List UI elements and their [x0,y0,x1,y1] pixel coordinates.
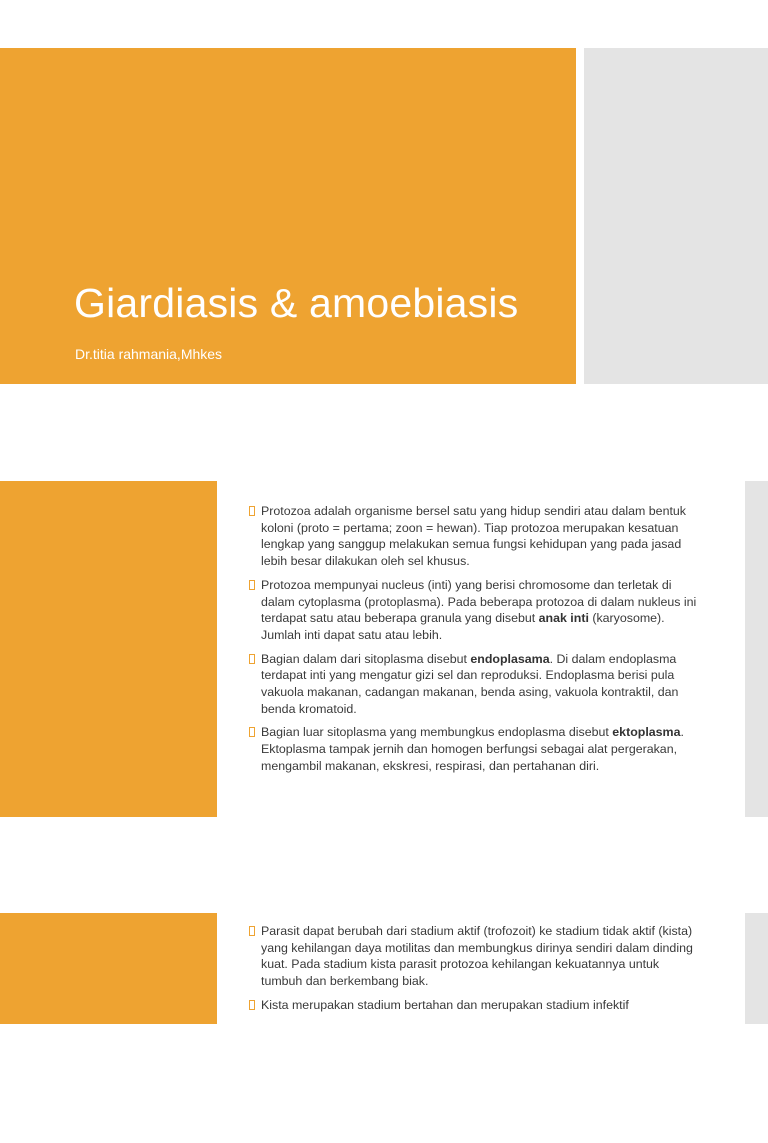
slide-subtitle: Dr.titia rahmania,Mhkes [75,346,223,362]
list-item: Protozoa mempunyai nucleus (inti) yang berisi chromosome dan terletak di dalam cytoplasma (protoplasma). Pada beberapa protozoa di dalam nukleus ini terdapat satu atau beberapa granula yang disebut anak inti (karyosome). Jumlah inti dapat satu atau lebih. [248,577,702,644]
list-item: Parasit dapat berubah dari stadium aktif (trofozoit) ke stadium tidak aktif (kista) yang kehilangan daya motilitas dan membungkus dirinya sendiri dalam dinding kuat. Pada stadium kista parasit protozoa kehilangan kekuatannya untuk tumbuh dan berkembang biak. [248,923,702,990]
list-item: Bagian luar sitoplasma yang membungkus endoplasma disebut ektoplasma. Ektoplasma tampak jernih dan homogen berfungsi sebagai alat pergerakan, mengambil makanan, ekskresi, respirasi, dan pertahanan diri. [248,724,702,774]
title-slide-side-panel [584,48,768,384]
slide-title: Giardiasis & amoebiasis [74,280,519,326]
bullet-icon [249,727,255,737]
title-slide-panel [0,48,576,384]
bullet-icon [249,506,255,516]
section-title: pendahuluan [22,1117,150,1142]
slide3-side-panel [745,913,768,1024]
slide2-side-panel [745,481,768,817]
bullet-icon [249,1000,255,1010]
bullet-icon [249,654,255,664]
list-item: Protozoa adalah organisme bersel satu yang hidup sendiri atau dalam bentuk koloni (proto = pertama; zoon = hewan). Tiap protozoa merupakan kesatuan lengkap yang sanggup melakukan semua fungsi kehidupan yang pada jasad lebih besar dilakukan oleh sel khusus. [248,503,702,570]
slide3-bullet-list [248,923,702,1021]
slide3-title-panel [0,913,217,1024]
bullet-icon [249,926,255,936]
list-item: Bagian dalam dari sitoplasma disebut endoplasama. Di dalam endoplasma terdapat inti yang mengatur gizi sel dan reproduksi. Endoplasma berisi pula vakuola makanan, cadangan makanan, benda asing, vakuola kontraktil, dan benda kromatoid. [248,651,702,718]
slide2-bullet-list [248,503,702,782]
list-item: Kista merupakan stadium bertahan dan merupakan stadium infektif [248,997,702,1014]
bullet-icon [249,580,255,590]
section-title-panel [0,481,217,1142]
